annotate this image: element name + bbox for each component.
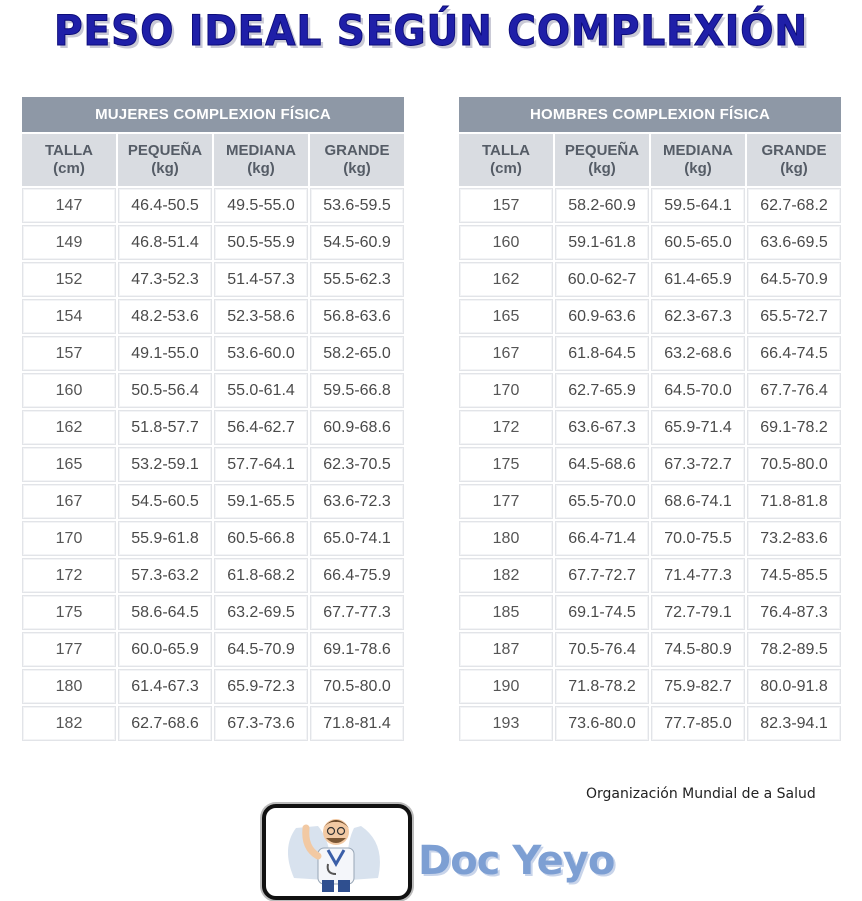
mediana-cell: 59.1-65.5: [214, 484, 308, 519]
grande-cell: 59.5-66.8: [310, 373, 404, 408]
col-pequena: PEQUEÑA (kg): [555, 134, 649, 186]
mediana-cell: 51.4-57.3: [214, 262, 308, 297]
table-row: [22, 225, 404, 260]
talla-cell: 175: [459, 447, 553, 482]
pequena-cell: 47.3-52.3: [118, 262, 212, 297]
grande-cell: 64.5-70.9: [747, 262, 841, 297]
pequena-cell: 55.9-61.8: [118, 521, 212, 556]
table-row: [22, 521, 404, 556]
pequena-cell: 63.6-67.3: [555, 410, 649, 445]
mediana-cell: 65.9-71.4: [651, 410, 745, 445]
grande-cell: 56.8-63.6: [310, 299, 404, 334]
col-talla: TALLA (cm): [459, 134, 553, 186]
pequena-cell: 58.6-64.5: [118, 595, 212, 630]
pequena-cell: 60.9-63.6: [555, 299, 649, 334]
table-row: [459, 558, 841, 593]
pequena-cell: 62.7-65.9: [555, 373, 649, 408]
grande-cell: 70.5-80.0: [747, 447, 841, 482]
talla-cell: 180: [22, 669, 116, 704]
mediana-cell: 77.7-85.0: [651, 706, 745, 741]
pequena-cell: 58.2-60.9: [555, 188, 649, 223]
doctor-cartoon-icon: [266, 808, 408, 896]
pequena-cell: 48.2-53.6: [118, 299, 212, 334]
talla-cell: 160: [459, 225, 553, 260]
talla-cell: 160: [22, 373, 116, 408]
table-row: [459, 373, 841, 408]
table-row: [459, 447, 841, 482]
grande-cell: 80.0-91.8: [747, 669, 841, 704]
pequena-cell: 53.2-59.1: [118, 447, 212, 482]
talla-cell: 172: [459, 410, 553, 445]
talla-cell: 172: [22, 558, 116, 593]
grande-cell: 54.5-60.9: [310, 225, 404, 260]
grande-cell: 60.9-68.6: [310, 410, 404, 445]
table-row: [459, 706, 841, 741]
grande-cell: 63.6-72.3: [310, 484, 404, 519]
pequena-cell: 62.7-68.6: [118, 706, 212, 741]
talla-cell: 182: [459, 558, 553, 593]
table-row: [459, 336, 841, 371]
mediana-cell: 59.5-64.1: [651, 188, 745, 223]
grande-cell: 66.4-75.9: [310, 558, 404, 593]
pequena-cell: 59.1-61.8: [555, 225, 649, 260]
grande-cell: 65.0-74.1: [310, 521, 404, 556]
grande-cell: 55.5-62.3: [310, 262, 404, 297]
pequena-cell: 66.4-71.4: [555, 521, 649, 556]
talla-cell: 152: [22, 262, 116, 297]
col-grande: GRANDE (kg): [310, 134, 404, 186]
table-row: [22, 262, 404, 297]
table-row: [22, 410, 404, 445]
talla-cell: 190: [459, 669, 553, 704]
mediana-cell: 60.5-66.8: [214, 521, 308, 556]
talla-cell: 182: [22, 706, 116, 741]
pequena-cell: 54.5-60.5: [118, 484, 212, 519]
pequena-cell: 64.5-68.6: [555, 447, 649, 482]
pequena-cell: 51.8-57.7: [118, 410, 212, 445]
pequena-cell: 71.8-78.2: [555, 669, 649, 704]
talla-cell: 157: [22, 336, 116, 371]
grande-cell: 73.2-83.6: [747, 521, 841, 556]
pequena-cell: 61.4-67.3: [118, 669, 212, 704]
mediana-cell: 60.5-65.0: [651, 225, 745, 260]
table-row: [459, 299, 841, 334]
talla-cell: 193: [459, 706, 553, 741]
table-row: [22, 706, 404, 741]
pequena-cell: 49.1-55.0: [118, 336, 212, 371]
talla-cell: 165: [22, 447, 116, 482]
talla-cell: 170: [459, 373, 553, 408]
men-table-heading: HOMBRES COMPLEXION FÍSICA: [459, 97, 841, 132]
talla-cell: 180: [459, 521, 553, 556]
col-pequena: PEQUEÑA (kg): [118, 134, 212, 186]
grande-cell: 67.7-77.3: [310, 595, 404, 630]
pequena-cell: 57.3-63.2: [118, 558, 212, 593]
table-row: [22, 447, 404, 482]
mediana-cell: 68.6-74.1: [651, 484, 745, 519]
talla-cell: 154: [22, 299, 116, 334]
grande-cell: 69.1-78.6: [310, 632, 404, 667]
mediana-cell: 64.5-70.0: [651, 373, 745, 408]
table-row: [459, 225, 841, 260]
talla-cell: 157: [459, 188, 553, 223]
grande-cell: 70.5-80.0: [310, 669, 404, 704]
col-mediana: MEDIANA (kg): [651, 134, 745, 186]
table-row: [22, 336, 404, 371]
table-row: [459, 669, 841, 704]
grande-cell: 74.5-85.5: [747, 558, 841, 593]
mediana-cell: 61.8-68.2: [214, 558, 308, 593]
talla-cell: 187: [459, 632, 553, 667]
mediana-cell: 64.5-70.9: [214, 632, 308, 667]
talla-cell: 170: [22, 521, 116, 556]
col-mediana: MEDIANA (kg): [214, 134, 308, 186]
grande-cell: 53.6-59.5: [310, 188, 404, 223]
pequena-cell: 60.0-62-7: [555, 262, 649, 297]
mediana-cell: 75.9-82.7: [651, 669, 745, 704]
men-table: [457, 95, 843, 743]
mediana-cell: 74.5-80.9: [651, 632, 745, 667]
talla-cell: 149: [22, 225, 116, 260]
mediana-cell: 71.4-77.3: [651, 558, 745, 593]
pequena-cell: 60.0-65.9: [118, 632, 212, 667]
table-row: [22, 373, 404, 408]
source-credit: Organización Mundial de a Salud: [586, 786, 816, 802]
table-row: [459, 410, 841, 445]
mediana-cell: 65.9-72.3: [214, 669, 308, 704]
grande-cell: 82.3-94.1: [747, 706, 841, 741]
mediana-cell: 63.2-68.6: [651, 336, 745, 371]
brand-name: Doc Yeyo: [418, 838, 615, 884]
talla-cell: 162: [22, 410, 116, 445]
mediana-cell: 56.4-62.7: [214, 410, 308, 445]
grande-cell: 76.4-87.3: [747, 595, 841, 630]
col-talla: TALLA (cm): [22, 134, 116, 186]
grande-cell: 66.4-74.5: [747, 336, 841, 371]
table-row: [22, 188, 404, 223]
pequena-cell: 50.5-56.4: [118, 373, 212, 408]
mediana-cell: 70.0-75.5: [651, 521, 745, 556]
grande-cell: 65.5-72.7: [747, 299, 841, 334]
pequena-cell: 65.5-70.0: [555, 484, 649, 519]
mediana-cell: 49.5-55.0: [214, 188, 308, 223]
talla-cell: 147: [22, 188, 116, 223]
pequena-cell: 70.5-76.4: [555, 632, 649, 667]
pequena-cell: 46.8-51.4: [118, 225, 212, 260]
col-grande: GRANDE (kg): [747, 134, 841, 186]
talla-cell: 177: [459, 484, 553, 519]
table-row: [22, 595, 404, 630]
grande-cell: 63.6-69.5: [747, 225, 841, 260]
women-table-heading: MUJERES COMPLEXION FÍSICA: [22, 97, 404, 132]
table-row: [22, 299, 404, 334]
mediana-cell: 50.5-55.9: [214, 225, 308, 260]
talla-cell: 167: [459, 336, 553, 371]
table-row: [459, 595, 841, 630]
women-table: [20, 95, 406, 743]
grande-cell: 78.2-89.5: [747, 632, 841, 667]
mediana-cell: 67.3-72.7: [651, 447, 745, 482]
table-row: [22, 484, 404, 519]
grande-cell: 67.7-76.4: [747, 373, 841, 408]
talla-cell: 177: [22, 632, 116, 667]
mediana-cell: 72.7-79.1: [651, 595, 745, 630]
talla-cell: 165: [459, 299, 553, 334]
mediana-cell: 52.3-58.6: [214, 299, 308, 334]
pequena-cell: 46.4-50.5: [118, 188, 212, 223]
table-row: [22, 669, 404, 704]
pequena-cell: 69.1-74.5: [555, 595, 649, 630]
table-row: [459, 262, 841, 297]
table-row: [22, 632, 404, 667]
pequena-cell: 73.6-80.0: [555, 706, 649, 741]
table-row: [459, 632, 841, 667]
mediana-cell: 53.6-60.0: [214, 336, 308, 371]
grande-cell: 71.8-81.8: [747, 484, 841, 519]
grande-cell: 58.2-65.0: [310, 336, 404, 371]
mediana-cell: 55.0-61.4: [214, 373, 308, 408]
talla-cell: 167: [22, 484, 116, 519]
mediana-cell: 63.2-69.5: [214, 595, 308, 630]
grande-cell: 69.1-78.2: [747, 410, 841, 445]
grande-cell: 62.3-70.5: [310, 447, 404, 482]
talla-cell: 185: [459, 595, 553, 630]
logo: [262, 804, 412, 900]
table-row: [459, 188, 841, 223]
talla-cell: 162: [459, 262, 553, 297]
mediana-cell: 57.7-64.1: [214, 447, 308, 482]
table-row: [459, 484, 841, 519]
table-row: [459, 521, 841, 556]
grande-cell: 62.7-68.2: [747, 188, 841, 223]
mediana-cell: 62.3-67.3: [651, 299, 745, 334]
page-title: PESO IDEAL SEGÚN COMPLEXIÓN: [53, 6, 809, 55]
pequena-cell: 67.7-72.7: [555, 558, 649, 593]
mediana-cell: 67.3-73.6: [214, 706, 308, 741]
talla-cell: 175: [22, 595, 116, 630]
grande-cell: 71.8-81.4: [310, 706, 404, 741]
mediana-cell: 61.4-65.9: [651, 262, 745, 297]
table-row: [22, 558, 404, 593]
pequena-cell: 61.8-64.5: [555, 336, 649, 371]
